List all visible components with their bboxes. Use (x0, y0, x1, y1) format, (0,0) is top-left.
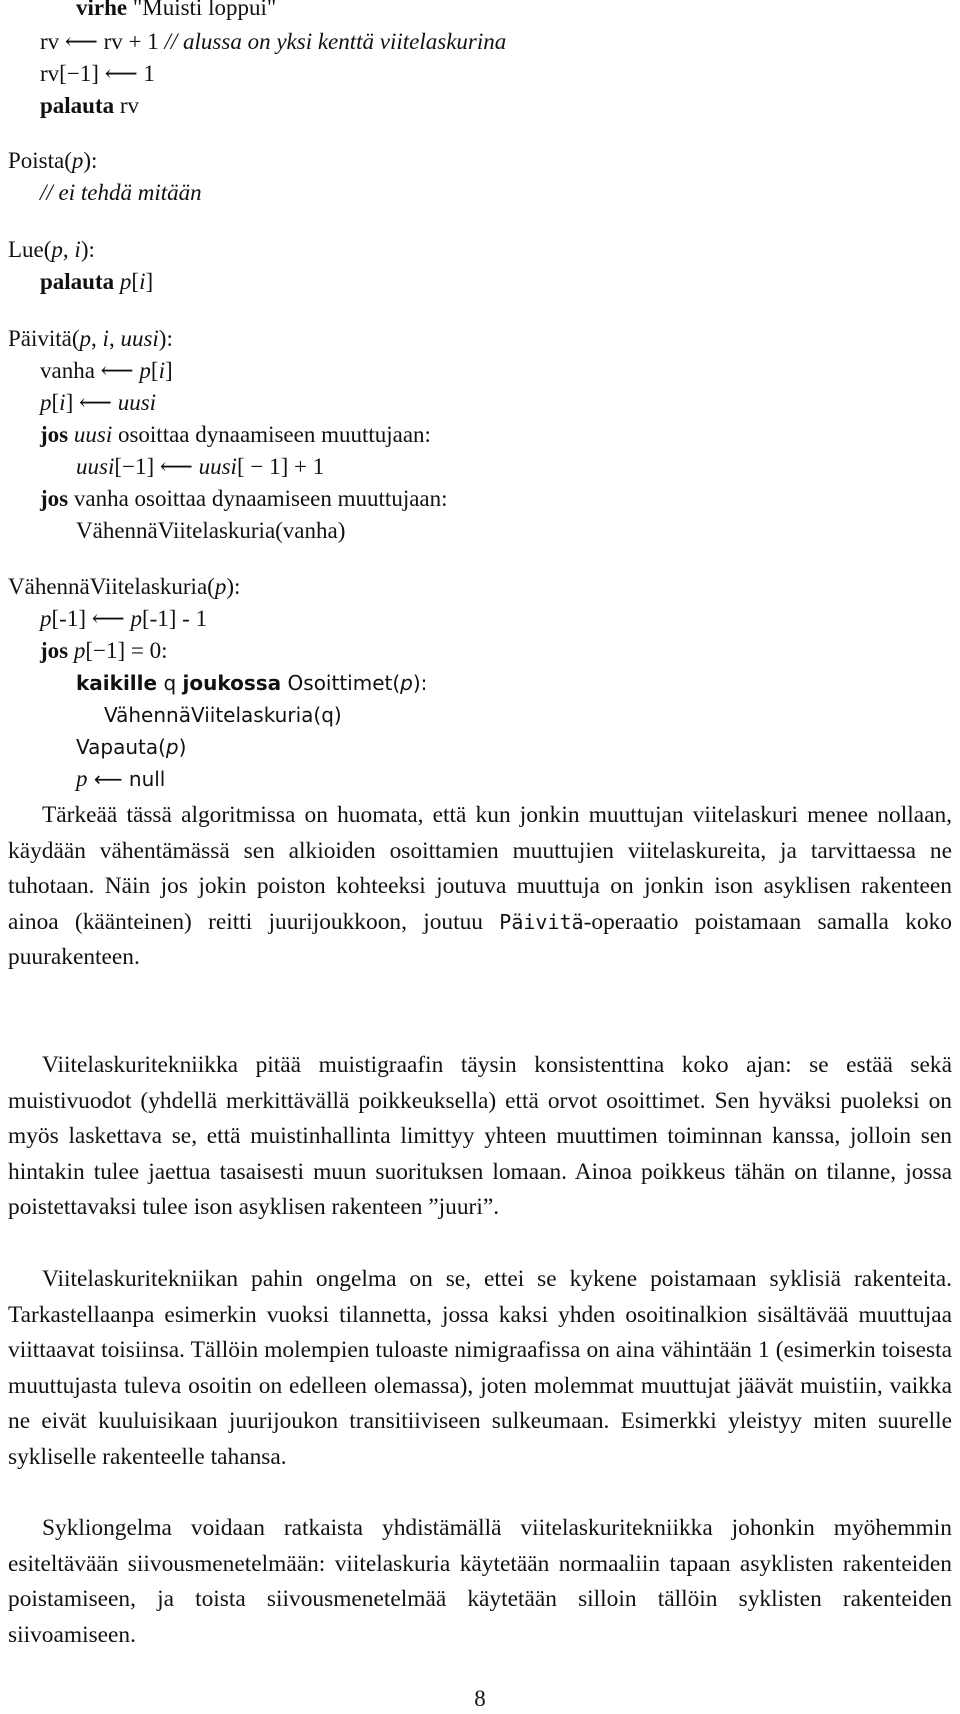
code-line-paivita-2: p[i] ⟵ uusi (40, 390, 157, 415)
keyword: jos (40, 486, 69, 511)
code-func-vahenna: VähennäViitelaskuria(p): (8, 574, 241, 599)
page-number: 8 (474, 1686, 486, 1711)
code-line-paivita-4: uusi[−1] ⟵ uusi[ − 1] + 1 (76, 454, 325, 479)
code-func-lue: Lue(p, i): (8, 237, 95, 262)
code-line-paivita-5: jos vanha osoittaa dynaamiseen muuttujaan: (40, 486, 448, 511)
code-line-lue-return: palauta p[i] (40, 269, 154, 294)
code-line-increment: rv ⟵ rv + 1 // alussa on yksi kenttä viitelaskurina (40, 29, 507, 54)
code-line-vahenna-2: jos p[−1] = 0: (40, 638, 168, 663)
paragraph-3: Viitelaskuritekniikan pahin ongelma on se, ettei se kykene poistamaan syklisiä rakenteita. Tarkastellaanpa esimerkin vuoksi tilannetta, jossa kaksi yhden osoitinalkion sisältävää muuttujaa viittaavat toisiinsa. Tällöin molempien tuloaste nimigraafissa on aina vähintään 1 (esimerkin toisesta muuttujasta tuleva osoitin on edelleen olemassa), joten molemmat muuttujat jäävät muistiin, vaikka ne eivät kuuluisikaan juurijoukon transitiiviseen sulkeumaan. Esimerkki yleistyy miten suurelle sykliselle rakenteelle tahansa. (8, 1266, 952, 1470)
code-line-vahenna-5: Vapauta(p) (76, 735, 187, 759)
keyword: jos (40, 422, 69, 447)
code-line-vahenna-1: p[-1] ⟵ p[-1] - 1 (40, 606, 208, 631)
code-line-paivita-1: vanha ⟵ p[i] (40, 358, 173, 383)
keyword: palauta (40, 269, 115, 294)
keyword: joukossa (182, 671, 282, 695)
code-line-paivita-6: VähennäViitelaskuria(vanha) (76, 518, 346, 543)
paragraph-4: Sykliongelma voidaan ratkaista yhdistämällä viitelaskuritekniikka johonkin myöhemmin esiteltävään siivousmenetelmään: viitelaskuria käytetään normaaliin tapaan asyklisten rakenteiden poistamiseen, ja toista siivousmenetelmää käytetään silloin tällöin syklisten rakenteiden siivoamiseen. (8, 1515, 952, 1648)
keyword: kaikille (76, 671, 158, 695)
code-line-vahenna-3: kaikille q joukossa Osoittimet(p): (76, 671, 428, 695)
keyword: jos (40, 638, 69, 663)
inline-code: Päivitä (499, 909, 584, 934)
code-line-vahenna-4: VähennäViitelaskuria(q) (104, 703, 342, 727)
code-func-poista: Poista(p): (8, 148, 98, 173)
paragraph-1: Tärkeää tässä algoritmissa on huomata, että kun jonkin muuttujan viitelaskuri menee nollaan, käydään vähentämässä sen alkioiden osoittamien muuttujien viitelaskureita, ja tarvittaessa ne tuhotaan. Näin jos jokin poiston kohteeksi joutuva muuttuja on jonkin ison asyklisen rakenteen ainoa (käänteinen) reitti juurijoukkoon, joutuu Päivitä-operaatio poistamaan samalla koko puurakenteen. (8, 802, 952, 971)
code-func-paivita: Päivitä(p, i, uusi): (8, 326, 173, 351)
code-comment-line: // ei tehdä mitään (40, 180, 202, 205)
paragraph-2: Viitelaskuritekniikka pitää muistigraafin täysin konsistenttina koko ajan: se estää sekä muistivuodot (yhdellä merkittävällä poikkeuksella) että orvot osoittimet. Sen hyväksi puoleksi on myös laskettava se, että muistinhallinta limittyy yhteen muuttimen toiminnan kanssa, jolloin sen hintakin tulee jaettua tasaisesti muun suorituksen lomaan. Ainoa poikkeus tähän on tilanne, jossa poistettavaksi tulee ison asyklisen rakenteen ”juuri”. (8, 1052, 952, 1221)
keyword: palauta (40, 93, 115, 118)
code-line-paivita-3: jos uusi osoittaa dynaamiseen muuttujaan: (40, 422, 431, 447)
keyword: virhe (76, 0, 128, 20)
code-line-vahenna-6: p ⟵ null (76, 766, 166, 791)
code-line-init-counter: rv[−1] ⟵ 1 (40, 61, 155, 86)
code-line-error: virhe "Muisti loppui" (76, 0, 276, 24)
code-line-return: palauta rv (40, 93, 140, 118)
code-comment: // alussa on yksi kenttä viitelaskurina (164, 29, 507, 54)
